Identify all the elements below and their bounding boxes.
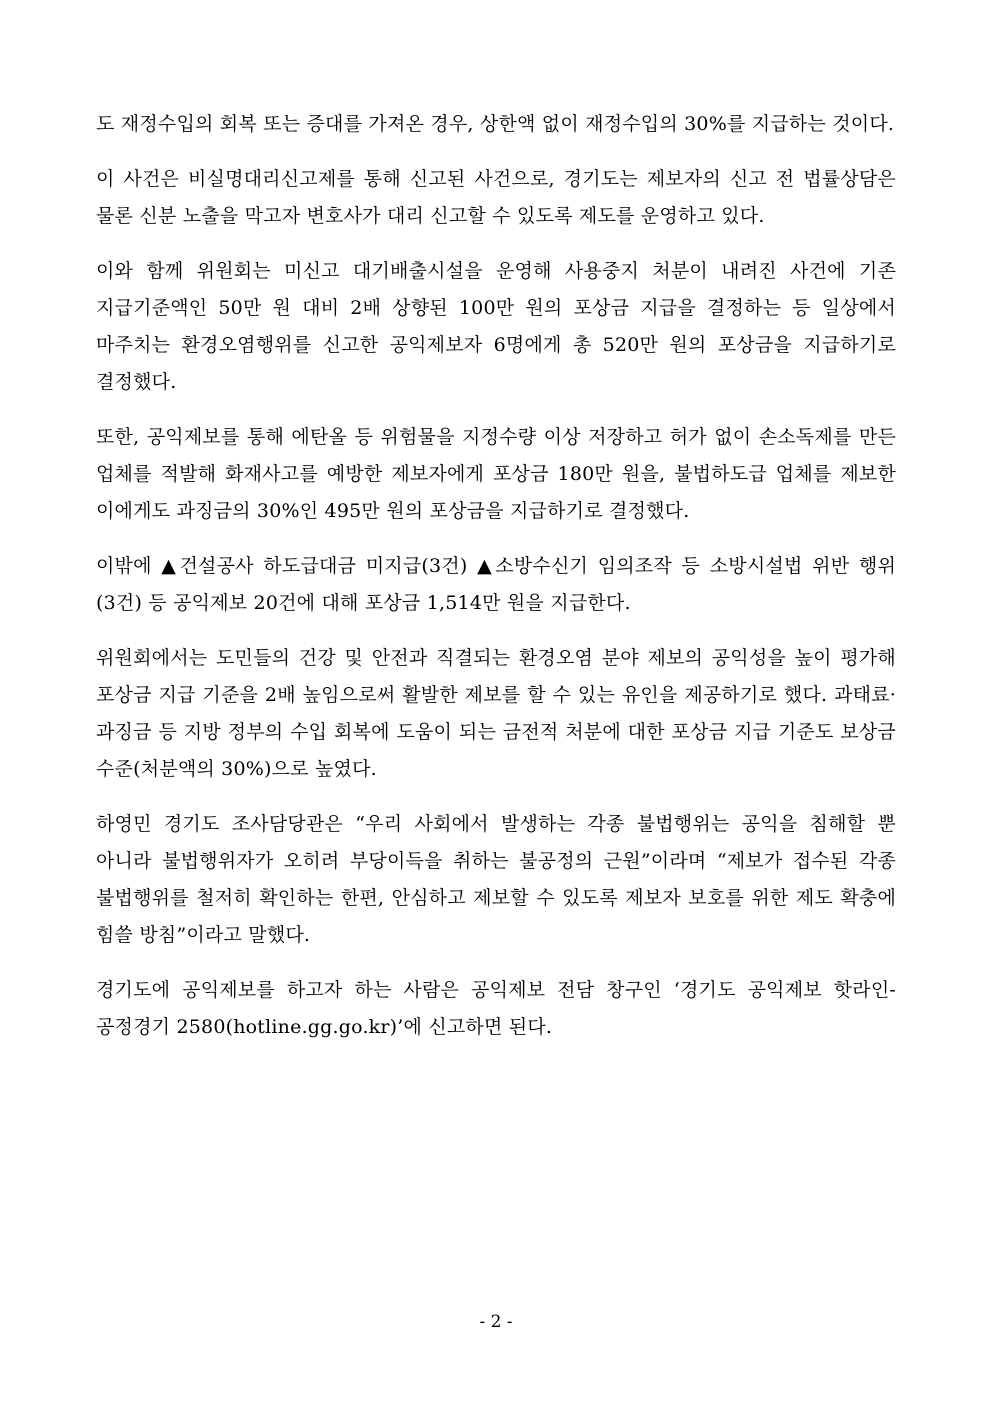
page-number: - 2 - bbox=[479, 1312, 513, 1332]
paragraph-1: 도 재정수입의 회복 또는 증대를 가져온 경우, 상한액 없이 재정수입의 30%를 지급하는 것이다. bbox=[96, 113, 895, 135]
paragraph-6: 위원회에서는 도민들의 건강 및 안전과 직결되는 환경오염 분야 제보의 공익성을 높이 평가해 포상금 지급 기준을 2배 높임으로써 활발한 제보를 할 수 있는 유인을 제공하기로 했다. 과태료·과징금 등 지방 정부의 수입 회복에 도움이 되는 금전적 처분에 대한 포상금 지급 기준도 보상금 수준(처분액의 30%)으로 높였다. bbox=[96, 647, 896, 780]
paragraph-5: 이밖에 ▲건설공사 하도급대금 미지급(3건) ▲소방수신기 임의조작 등 소방시설법 위반 행위(3건) 등 공익제보 20건에 대해 포상금 1,514만 원을 지급한다. bbox=[96, 555, 896, 614]
paragraph-2: 이 사건은 비실명대리신고제를 통해 신고된 사건으로, 경기도는 제보자의 신고 전 법률상담은 물론 신분 노출을 막고자 변호사가 대리 신고할 수 있도록 제도를 운영하고 있다. bbox=[96, 168, 896, 227]
paragraph-7: 하영민 경기도 조사담당관은 “우리 사회에서 발생하는 각종 불법행위는 공익을 침해할 뿐 아니라 불법행위자가 오히려 부당이득을 취하는 불공정의 근원”이라며 “제보가 접수된 각종 불법행위를 철저히 확인하는 한편, 안심하고 제보할 수 있도록 제보자 보호를 위한 제도 확충에 힘쓸 방침”이라고 말했다. bbox=[96, 813, 896, 946]
paragraph-8: 경기도에 공익제보를 하고자 하는 사람은 공익제보 전담 창구인 ‘경기도 공익제보 핫라인-공정경기 2580(hotline.gg.go.kr)’에 신고하면 된다. bbox=[96, 979, 896, 1038]
paragraph-3: 이와 함께 위원회는 미신고 대기배출시설을 운영해 사용중지 처분이 내려진 사건에 기존 지급기준액인 50만 원 대비 2배 상향된 100만 원의 포상금 지급을 결정하는 등 일상에서 마주치는 환경오염행위를 신고한 공익제보자 6명에게 총 520만 원의 포상금을 지급하기로 결정했다. bbox=[96, 260, 896, 393]
paragraph-4: 또한, 공익제보를 통해 에탄올 등 위험물을 지정수량 이상 저장하고 허가 없이 손소독제를 만든 업체를 적발해 화재사고를 예방한 제보자에게 포상금 180만 원을, 불법하도급 업체를 제보한 이에게도 과징금의 30%인 495만 원의 포상금을 지급하기로 결정했다. bbox=[96, 426, 896, 522]
document-body bbox=[96, 106, 896, 1064]
